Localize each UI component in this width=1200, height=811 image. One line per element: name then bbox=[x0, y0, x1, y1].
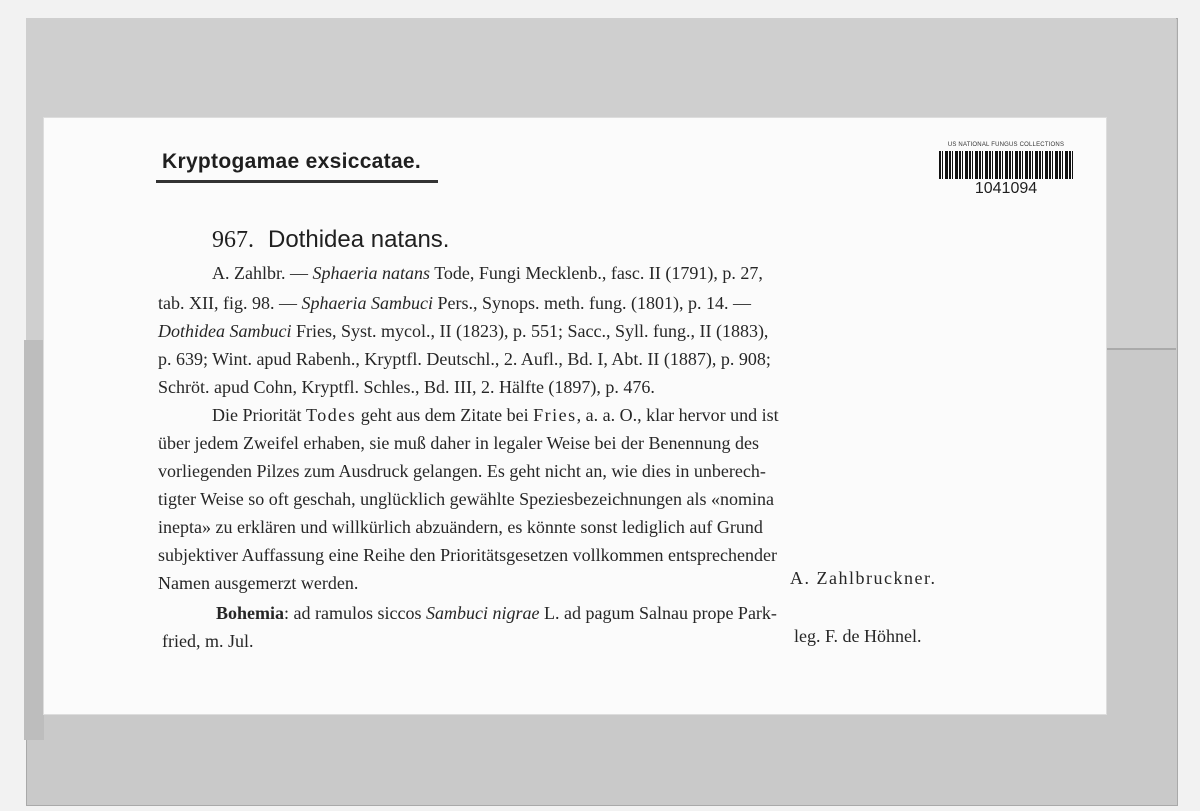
discussion-line: über jedem Zweifel erhaben, sie muß daher in legaler Weise bei der Benennung des bbox=[158, 433, 759, 453]
discussion-author: A. Zahlbruckner. bbox=[790, 568, 937, 588]
text-run: , a. a. O., klar hervor und ist bbox=[576, 405, 779, 425]
series-title: Kryptogamae exsiccatae. bbox=[162, 150, 422, 173]
barcode-number: 1041094 bbox=[974, 180, 1038, 197]
synonym-name: Dothidea Sambuci bbox=[158, 321, 292, 341]
host-name: Sambuci nigrae bbox=[426, 603, 540, 623]
taxon-heading bbox=[212, 226, 449, 254]
discussion-line: subjektiver Auffassung eine Reihe den Prioritätsgesetzen vollkommen entsprechender bbox=[158, 545, 777, 565]
exsiccata-number: 967. bbox=[212, 227, 254, 253]
discussion-line: inepta» zu erklären und willkürlich abzuändern, es könnte sonst lediglich auf Grund bbox=[158, 517, 763, 537]
barcode-icon bbox=[939, 151, 1073, 179]
locality-region: Bohemia bbox=[216, 603, 285, 623]
synonymy-line bbox=[158, 293, 751, 314]
synonymy-line bbox=[158, 321, 768, 342]
text-run: A. Zahlbr. — bbox=[212, 263, 313, 283]
text-run: Fries, Syst. mycol., II (1823), p. 551; Sacc., Syll. fung., II (1883), bbox=[291, 321, 769, 341]
discussion-line: vorliegenden Pilzes zum Ausdruck gelangen. Es geht nicht an, wie dies in unberech- bbox=[158, 461, 766, 481]
text-run: tab. XII, fig. 98. — bbox=[158, 293, 302, 313]
taxon-name: Dothidea natans. bbox=[268, 226, 450, 253]
author-name: Todes bbox=[305, 405, 357, 425]
envelope-fold bbox=[24, 340, 44, 740]
text-run: Pers., Synops. meth. fung. (1801), p. 14. — bbox=[432, 293, 751, 313]
discussion-line bbox=[212, 405, 779, 426]
barcode-sticker bbox=[930, 142, 1082, 212]
series-title-underline bbox=[156, 180, 438, 183]
discussion-line: Namen ausgemerzt werden. bbox=[158, 573, 359, 593]
collector: leg. F. de Höhnel. bbox=[794, 626, 922, 646]
synonymy-line bbox=[212, 263, 763, 284]
synonym-name: Sphaeria natans bbox=[312, 263, 431, 283]
synonym-name: Sphaeria Sambuci bbox=[301, 293, 433, 313]
text-run: : ad ramulos siccos bbox=[284, 603, 426, 623]
text-run: geht aus dem Zitate bei bbox=[356, 405, 534, 425]
discussion-line: tigter Weise so oft geschah, unglücklich gewählte Speziesbezeichnungen als «nomina bbox=[158, 489, 775, 509]
synonymy-line: p. 639; Wint. apud Rabenh., Kryptfl. Deutschl., 2. Aufl., Bd. I, Abt. II (1887), p. 908; bbox=[158, 349, 771, 369]
synonymy-line: Schröt. apud Cohn, Kryptfl. Schles., Bd. III, 2. Hälfte (1897), p. 476. bbox=[158, 377, 655, 397]
author-name: Fries bbox=[533, 405, 577, 425]
text-run: L. ad pagum Salnau prope Park- bbox=[539, 603, 777, 623]
text-run: Die Priorität bbox=[212, 405, 306, 425]
text-run: Tode, Fungi Mecklenb., fasc. II (1791), p. 27, bbox=[430, 263, 763, 283]
locality-line: fried, m. Jul. bbox=[162, 631, 254, 651]
barcode-caption: US NATIONAL FUNGUS COLLECTIONS bbox=[947, 142, 1065, 148]
locality-line bbox=[216, 603, 777, 624]
